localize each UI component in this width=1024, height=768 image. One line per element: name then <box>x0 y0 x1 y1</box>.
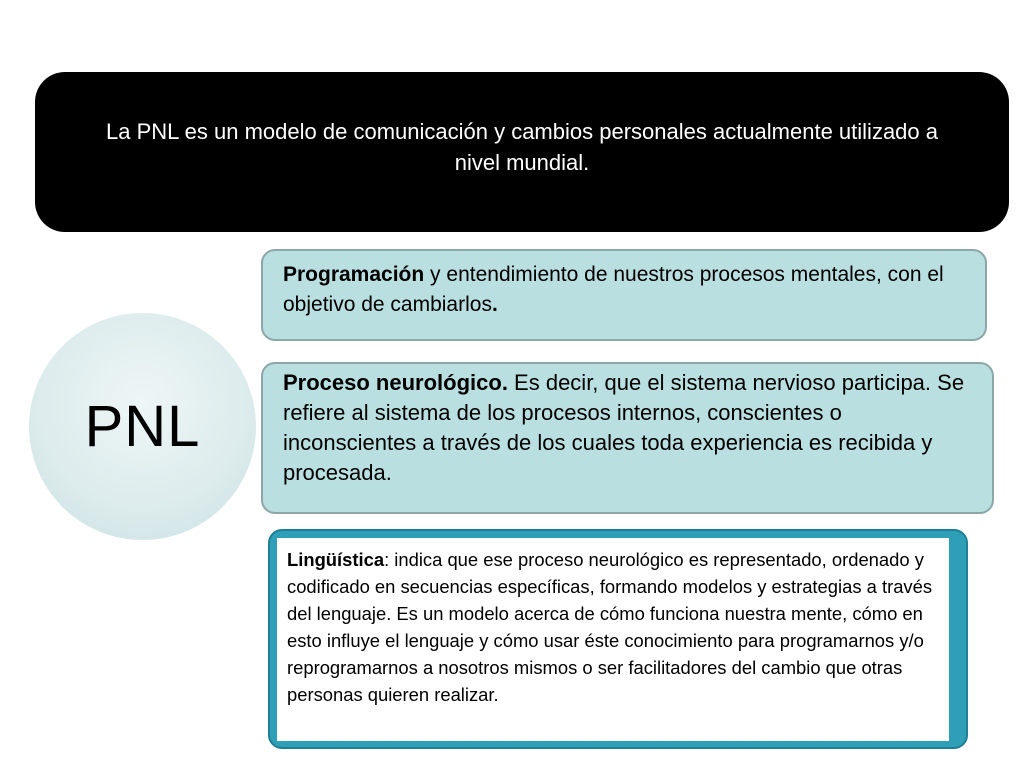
programacion-term: Programación <box>283 263 425 286</box>
neurologico-description: Es decir, que el sistema nervioso participa. Se refiere al sistema de los procesos internos, conscientes o inconscientes a través de los cuales toda experiencia es recibida y procesada. <box>283 370 965 485</box>
linguistica-description: : indica que ese proceso neurológico es representado, ordenado y codificado en secuencias específicas, formando modelos y estrategias a través del lenguaje. Es un modelo acerca de cómo funciona nuestra mente, cómo en esto influye el lenguaje y cómo usar éste conocimiento para programarnos y/o reprogramarnos a nosotros mismos o ser facilitadores del cambio que otras personas quieren realizar. <box>287 549 933 705</box>
neurologico-box <box>261 362 994 514</box>
programacion-period: . <box>491 293 498 316</box>
linguistica-content <box>277 538 949 741</box>
programacion-box <box>261 249 987 341</box>
header-text: La PNL es un modelo de comunicación y cambios personales actualmente utilizado a nivel mundial. <box>106 119 938 175</box>
programacion-description: y entendimiento de nuestros procesos mentales, con el objetivo de cambiarlos <box>283 263 944 316</box>
header-banner <box>35 72 1009 232</box>
linguistica-box <box>268 529 968 749</box>
pnl-circle <box>29 313 256 540</box>
neurologico-term: Proceso neurológico. <box>283 370 508 395</box>
linguistica-term: Lingüística <box>287 549 385 570</box>
pnl-circle-label: PNL <box>84 394 201 459</box>
